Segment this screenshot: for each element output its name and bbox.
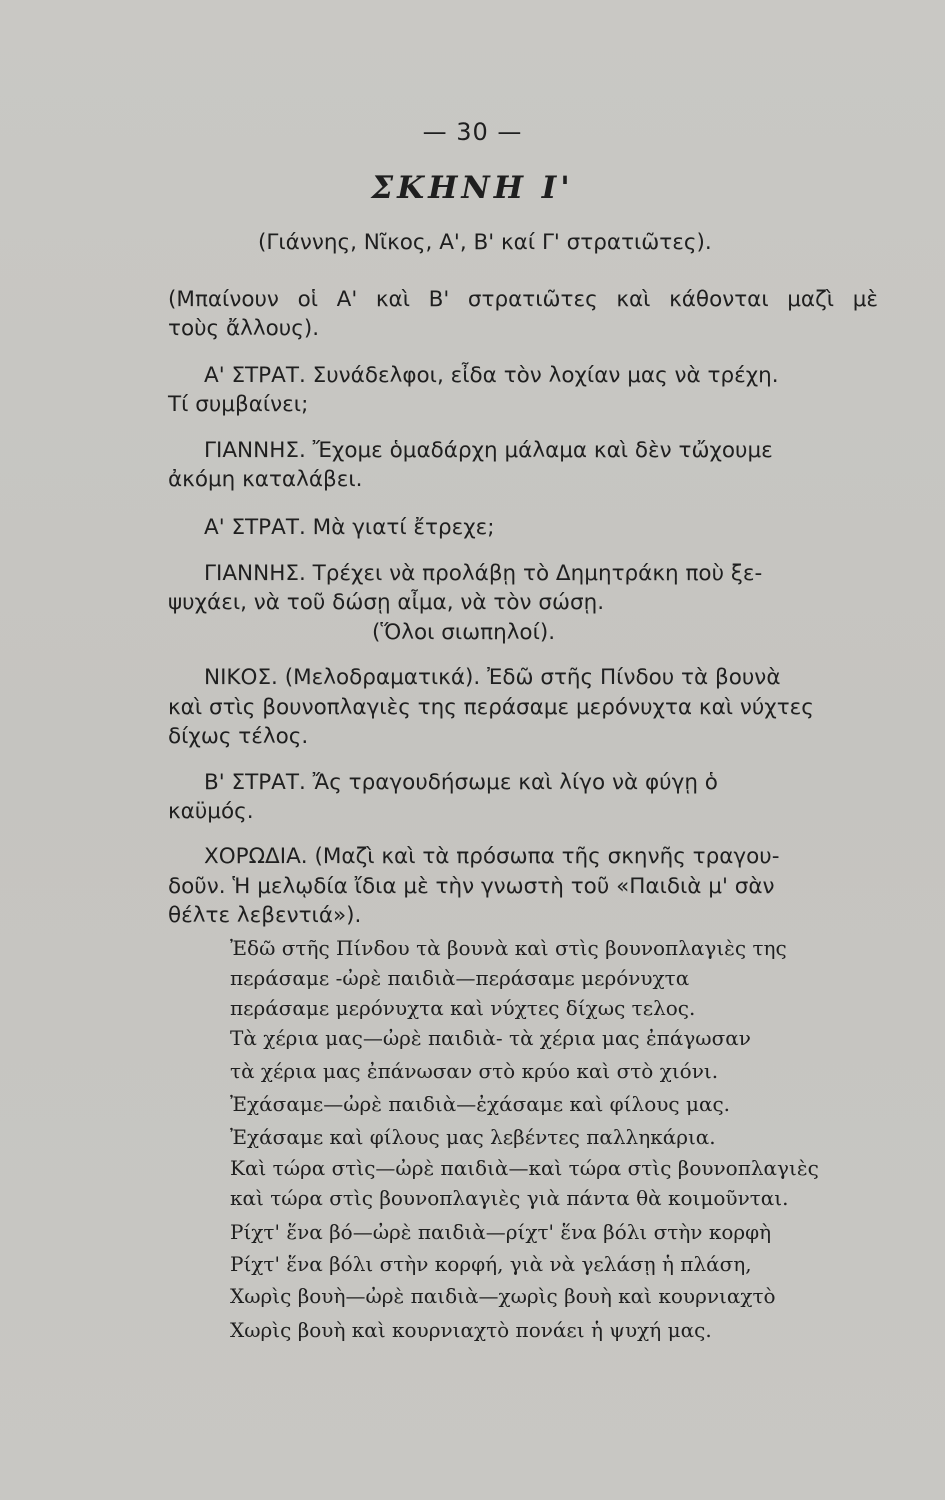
verse-line: Τὰ χέρια μας—ὠρὲ παιδιὰ- τὰ χέρια μας ἐπάγωσαν [230, 1026, 751, 1050]
verse-line: τὰ χέρια μας ἐπάνωσαν στὸ κρύο καὶ στὸ χιόνι. [230, 1059, 719, 1083]
dialogue-line: θέλτε λεβεντιά»). [168, 903, 362, 928]
dialogue-line: Τί συμβαίνει; [168, 392, 309, 417]
dialogue-line: δοῦν. Ἡ μελῳδία ἴδια μὲ τὴν γνωστὴ τοῦ «Παιδιὰ μ' σὰν [168, 874, 775, 899]
verse-line: περάσαμε μερόνυχτα καὶ νύχτες δίχως τελος. [230, 996, 696, 1020]
dialogue-line: Β' ΣΤΡΑΤ. Ἄς τραγουδήσωμε καὶ λίγο νὰ φύγῃ ὁ [204, 770, 718, 795]
dialogue-line: ἀκόμη καταλάβει. [168, 467, 363, 492]
verse-line: Ἐχάσαμε—ὠρὲ παιδιὰ—ἐχάσαμε καὶ φίλους μας. [230, 1092, 731, 1116]
dialogue-line: καὶ στὶς βουνοπλαγιὲς της περάσαμε μερόνυχτα καὶ νύχτες [168, 695, 814, 720]
dialogue-line: ΝΙΚΟΣ. (Μελοδραματικά). Ἐδῶ στῆς Πίνδου τὰ βουνὰ [204, 665, 781, 690]
dialogue-line: Α' ΣΤΡΑΤ. Συνάδελφοι, εἶδα τὸν λοχίαν μας νὰ τρέχη. [204, 363, 779, 388]
stage-direction [168, 289, 878, 311]
verse-line: Χωρὶς βουὴ—ὠρὲ παιδιὰ—χωρὶς βουὴ καὶ κουρνιαχτὸ [230, 1284, 776, 1308]
text-line: (Μπαίνουν οἱ Α' καὶ Β' στρατιῶτες καὶ κάθονται μαζὶ μὲ [168, 287, 878, 312]
verse-line: Καὶ τώρα στὶς—ὠρὲ παιδιὰ—καὶ τώρα στὶς βουνοπλαγιὲς [230, 1156, 819, 1180]
dialogue-line: καϋμός. [168, 799, 254, 824]
dialogue-line: ψυχάει, νὰ τοῦ δώσῃ αἶμα, νὰ τὸν σώσῃ. [168, 590, 605, 615]
dialogue-line: δίχως τέλος. [168, 724, 309, 749]
verse-line: καὶ τώρα στὶς βουνοπλαγιὲς γιὰ πάντα θὰ κοιμοῦνται. [230, 1186, 789, 1210]
verse-line: περάσαμε -ὠρὲ παιδιὰ—περάσαμε μερόνυχτα [230, 966, 690, 990]
verse-line: Χωρὶς βουὴ καὶ κουρνιαχτὸ πονάει ἡ ψυχή μας. [230, 1318, 712, 1342]
verse-line: Ρίχτ' ἕνα βό—ὠρὲ παιδιὰ—ρίχτ' ἕνα βόλι στὴν κορφὴ [230, 1220, 772, 1244]
stage-direction: (Ὅλοι σιωπηλοί). [372, 620, 556, 645]
verse-line: Ρίχτ' ἕνα βόλι στὴν κορφή, γιὰ νὰ γελάσῃ ἡ πλάση, [230, 1252, 752, 1276]
dialogue-line: Α' ΣΤΡΑΤ. Μὰ γιατί ἔτρεχε; [204, 515, 495, 540]
stage-direction: (Γιάννης, Νῖκος, Α', Β' καί Γ' στρατιῶτες). [258, 230, 712, 255]
dialogue-line: ΧΟΡΩΔΙΑ. (Μαζὶ καὶ τὰ πρόσωπα τῆς σκηνῆς τραγου- [204, 844, 780, 869]
verse-line: Ἐδῶ στῆς Πίνδου τὰ βουνὰ καὶ στὶς βουνοπλαγιὲς της [230, 936, 787, 960]
dialogue-line: ΓΙΑΝΝΗΣ. Τρέχει νὰ προλάβῃ τὸ Δημητράκη ποὺ ξε- [204, 561, 763, 586]
verse-line: Ἐχάσαμε καὶ φίλους μας λεβέντες παλληκάρια. [230, 1125, 716, 1149]
scene-title: ΣΚΗΝΗ Ι' [371, 170, 574, 206]
dialogue-line: ΓΙΑΝΝΗΣ. Ἔχομε ὁμαδάρχη μάλαμα καὶ δὲν τὤχουμε [204, 438, 773, 463]
page-number: — 30 — [422, 118, 523, 146]
stage-direction: τοὺς ἄλλους). [168, 316, 320, 341]
